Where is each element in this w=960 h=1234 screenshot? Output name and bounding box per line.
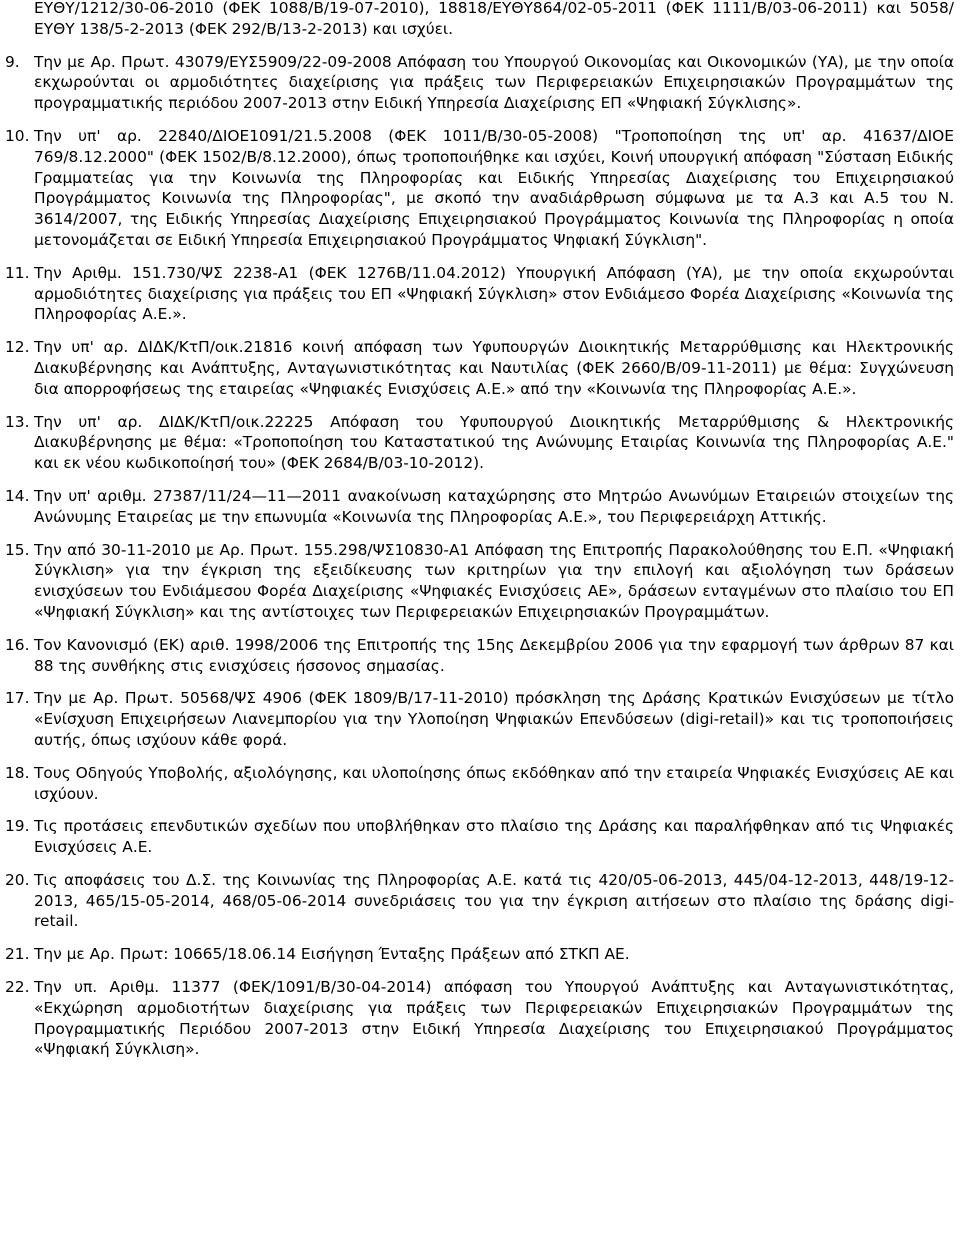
list-text: Την υπ. Αριθμ. 11377 (ΦΕΚ/1091/Β/30-04-2014) απόφαση του Υπουργού Ανάπτυξης και Ανταγωνιστικότητας, «Εκχώρηση αρμοδιοτήτων διαχείρισης για πράξεις των Περιφερειακών Επιχειρησιακών Προγραμμάτων της Προγραμματικής Περιόδου 2007-2013 στην Ειδική Υπηρεσία Διαχείρισης του Επιχειρησιακού Προγράμματος «Ψηφιακή Σύγκλιση». bbox=[34, 978, 954, 1059]
list-number: 22. bbox=[5, 978, 30, 997]
list-text: Την υπ' αρ. ΔΙΔΚ/ΚτΠ/οικ.21816 κοινή απόφαση των Υφυπουργών Διοικητικής Μεταρρύθμισης και Ηλεκτρονικής Διακυβέρνησης και Ανάπτυξης, Ανταγωνιστικότητας και Ναυτιλίας (ΦΕΚ 2660/Β/09-11-2011) με θέμα: Συγχώνευση δια απορροφήσεως της εταιρείας «Ψηφιακές Ενισχύσεις Α.Ε.» από την «Κοινωνία της Πληροφορίας Α.Ε.». bbox=[34, 338, 954, 398]
list-number: 16. bbox=[5, 635, 30, 654]
list-text: Τον Κανονισμό (ΕΚ) αριθ. 1998/2006 της Επιτροπής της 15ης Δεκεμβρίου 2006 για την εφαρμογή των άρθρων 87 και 88 της συνθήκης στις ενισχύσεις ήσσονος σημασίας. bbox=[34, 635, 954, 675]
list-number: 20. bbox=[5, 870, 30, 889]
list-item-18 bbox=[5, 763, 954, 805]
list-number: 18. bbox=[5, 763, 30, 782]
list-text: Τους Οδηγούς Υποβολής, αξιολόγησης, και υλοποίησης όπως εκδόθηκαν από την εταιρεία Ψηφιακές Ενισχύσεις ΑΕ και ισχύουν. bbox=[34, 763, 954, 803]
list-item-15 bbox=[5, 540, 954, 623]
list-text: Την υπ' αρ. ΔΙΔΚ/ΚτΠ/οικ.22225 Απόφαση του Υφυπουργού Διοικητικής Μεταρρύθμισης & Ηλεκτρονικής Διακυβέρνησης με θέμα: «Τροποποίηση του Καταστατικού της Ανώνυμης Εταιρίας Κοινωνία της Πληροφορίας Α.Ε." και εκ νέου κωδικοποίησή του» (ΦΕΚ 2684/Β/03-10-2012). bbox=[34, 412, 954, 473]
list-item-14 bbox=[5, 486, 954, 528]
list-text: Τις προτάσεις επενδυτικών σχεδίων που υποβλήθηκαν στο πλαίσιο της Δράσης και παραλήφθηκαν από τις Ψηφιακές Ενισχύσεις Α.Ε. bbox=[34, 817, 954, 857]
list-number: 14. bbox=[5, 486, 30, 505]
list-number: 21. bbox=[5, 945, 30, 964]
list-number: 10. bbox=[5, 126, 30, 145]
list-text: Τις αποφάσεις του Δ.Σ. της Κοινωνίας της Πληροφορίας Α.Ε. κατά τις 420/05-06-2013, 445/04-12-2013, 448/19-12-2013, 465/15-05-2014, 468/05-06-2014 συνεδριάσεις του για την έγκριση αιτήσεων στο πλαίσιο της δράσης digi-retail. bbox=[34, 870, 954, 931]
list-item-16 bbox=[5, 635, 954, 677]
list-item-17 bbox=[5, 688, 954, 750]
paragraph-text: ΕΥΘΥ/1212/30-06-2010 (ΦΕΚ 1088/Β/19-07-2010), 18818/ΕΥΘΥ864/02-05-2011 (ΦΕΚ 1111/Β/03-06-2011) και 5058/ΕΥΘΥ 138/5-2-2013 (ΦΕΚ 292/Β/13-2-2013) και ισχύει. bbox=[34, 0, 954, 38]
list-text: Την με Αρ. Πρωτ. 50568/ΨΣ 4906 (ΦΕΚ 1809/Β/17-11-2010) πρόσκληση της Δράσης Κρατικών Ενισχύσεων με τίτλο «Ενίσχυση Επιχειρήσεων Λιανεμπορίου για την Υλοποίηση Ψηφιακών Επενδύσεων (digi-retail)» και τις τροποποιήσεις αυτής, όπως ισχύουν κάθε φορά. bbox=[34, 689, 954, 749]
list-item-20 bbox=[5, 870, 954, 932]
list-item-9 bbox=[5, 52, 954, 114]
list-text: Την υπ' αρ. 22840/ΔΙΟΕ1091/21.5.2008 (ΦΕΚ 1011/Β/30-05-2008) "Τροποποίηση της υπ' αρ. 41637/ΔΙΟΕ 769/8.12.2000" (ΦΕΚ 1502/Β/8.12.2000), όπως τροποποιήθηκε και ισχύει, Κοινή υπουργική απόφαση "Σύσταση Ειδικής Γραμματείας για την Κοινωνία της Πληροφορίας και Ειδικής Υπηρεσίας Διαχείρισης του Επιχειρησιακού Προγράμματος Κοινωνία της Πληροφορίας", με σκοπό την αναδιάρθρωση σύμφωνα με τα Α.3 και Α.5 του Ν. 3614/2007, της Ειδικής Υπηρεσίας Διαχείρισης Επιχειρησιακού Προγράμματος Κοινωνία της Πληροφορίας η οποία μετονομάζεται σε Ειδική Υπηρεσία Επιχειρησιακού Προγράμματος Ψηφιακή Σύγκλιση". bbox=[34, 126, 954, 249]
list-item-21 bbox=[5, 944, 954, 965]
list-item-13 bbox=[5, 412, 954, 474]
list-number: 15. bbox=[5, 540, 30, 559]
list-text: Την υπ' αριθμ. 27387/11/24—11—2011 ανακοίνωση καταχώρησης στο Μητρώο Ανωνύμων Εταιρειών στοιχείων της Ανώνυμης Εταιρείας με την επωνυμία «Κοινωνία της Πληροφορίας Α.Ε.», του Περιφερειάρχη Αττικής. bbox=[34, 486, 954, 526]
list-text: Την Αριθμ. 151.730/ΨΣ 2238-Α1 (ΦΕΚ 1276Β/11.04.2012) Υπουργική Απόφαση (ΥΑ), με την οποία εκχωρούνται αρμοδιότητες διαχείρισης για πράξεις του ΕΠ «Ψηφιακή Σύγκλιση» στον Ενδιάμεσο Φορέα Διαχείρισης «Κοινωνία της Πληροφορίας Α.Ε.». bbox=[34, 263, 954, 324]
list-number: 12. bbox=[5, 338, 30, 357]
paragraph-continuation bbox=[34, 0, 954, 40]
list-number: 17. bbox=[5, 689, 30, 708]
list-item-19 bbox=[5, 816, 954, 858]
list-item-10 bbox=[5, 126, 954, 251]
list-item-22 bbox=[5, 977, 954, 1060]
list-text: Την από 30-11-2010 με Αρ. Πρωτ. 155.298/ΨΣ10830-Α1 Απόφαση της Επιτροπής Παρακολούθησης του Ε.Π. «Ψηφιακή Σύγκλιση» για την έγκριση της εξειδίκευσης των κριτηρίων για την επιλογή και αξιολόγηση των δράσεων ενισχύσεων του Ενδιάμεσου Φορέα Διαχείρισης «Ψηφιακές Ενισχύσεις ΑΕ», δράσεων ενταγμένων στο πλαίσιο του ΕΠ «Ψηφιακή Σύγκλιση» και της αντίστοιχες των Περιφερειακών Επιχειρησιακών Προγραμμάτων. bbox=[34, 540, 954, 621]
list-number: 13. bbox=[5, 412, 30, 431]
list-item-11 bbox=[5, 263, 954, 325]
list-number: 11. bbox=[5, 263, 30, 282]
list-number: 9. bbox=[5, 52, 20, 71]
list-text: Την με Αρ. Πρωτ. 43079/ΕΥΣ5909/22-09-2008 Απόφαση του Υπουργού Οικονομίας και Οικονομικών (ΥΑ), με την οποία εκχωρούνται οι αρμοδιότητες διαχείρισης για πράξεις των Περιφερειακών Επιχειρησιακών Προγραμμάτων της προγραμματικής περιόδου 2007-2013 στην Ειδική Υπηρεσία Διαχείρισης ΕΠ «Ψηφιακή Σύγκλισης». bbox=[34, 52, 954, 113]
list-text: Την με Αρ. Πρωτ: 10665/18.06.14 Εισήγηση Ένταξης Πράξεων από ΣΤΚΠ ΑΕ. bbox=[34, 945, 630, 964]
list-item-12 bbox=[5, 337, 954, 399]
list-number: 19. bbox=[5, 817, 30, 836]
